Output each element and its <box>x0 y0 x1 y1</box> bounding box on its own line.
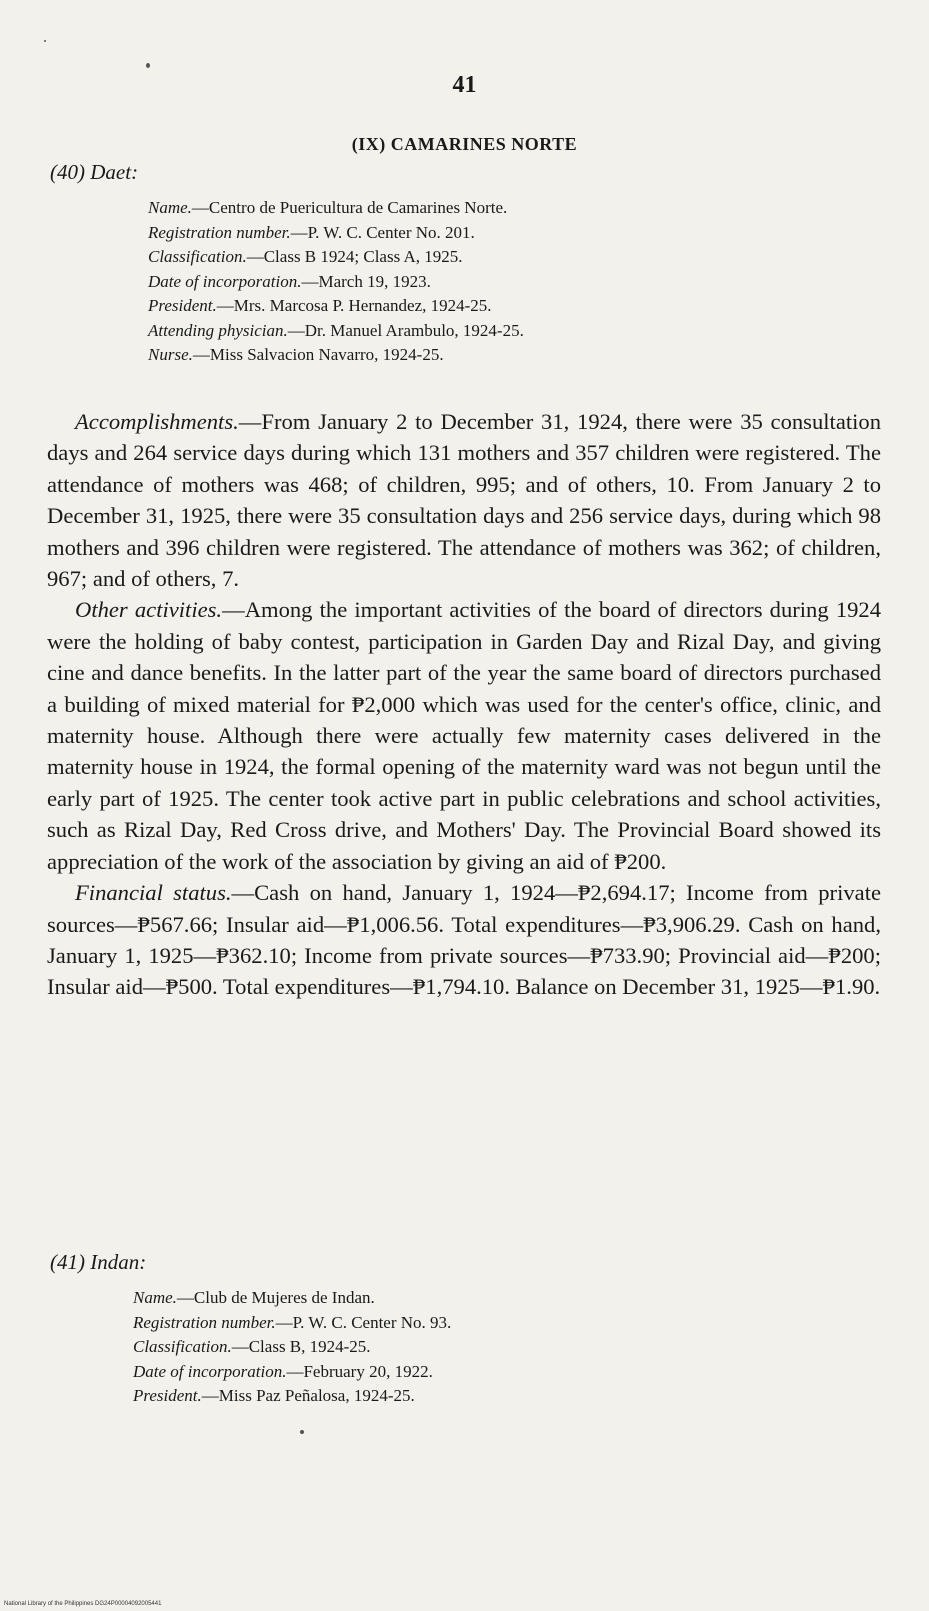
paragraph-label: Other activities. <box>75 597 223 623</box>
detail-line <box>148 343 524 368</box>
detail-label: Classification. <box>133 1337 232 1356</box>
entry-place: Daet: <box>90 160 139 184</box>
detail-label: President. <box>148 296 217 315</box>
detail-value: —Centro de Puericultura de Camarines Norte. <box>191 198 508 217</box>
detail-label: Classification. <box>148 247 247 266</box>
detail-value: —P. W. C. Center No. 93. <box>275 1312 452 1332</box>
paragraph-label: Financial status. <box>75 880 232 906</box>
detail-line <box>148 221 524 246</box>
detail-line <box>133 1286 451 1311</box>
detail-label: Registration number. <box>133 1312 276 1332</box>
detail-value: —Dr. Manuel Arambulo, 1924-25. <box>287 320 524 340</box>
detail-value: —Mrs. Marcosa P. Hernandez, 1924-25. <box>216 296 492 315</box>
section-heading: (IX) CAMARINES NORTE <box>351 134 578 154</box>
detail-label: Name. <box>148 198 192 217</box>
scan-speck <box>146 63 150 68</box>
scan-speck <box>300 1430 304 1434</box>
detail-value: —March 19, 1923. <box>301 271 431 291</box>
detail-label: Registration number. <box>148 222 291 242</box>
detail-line <box>148 294 524 319</box>
body-text-daet <box>47 406 881 1003</box>
paragraph-label: Accomplishments. <box>75 409 239 434</box>
detail-value: —Class B 1924; Class A, 1925. <box>246 247 463 266</box>
detail-value: —P. W. C. Center No. 201. <box>290 222 475 242</box>
paragraph-text: —From January 2 to December 31, 1924, there were 35 consultation days and 264 service days during which 131 mothers and 357 children were registered. The attendance of mothers was 468; of children, 995; and of others, 10. From January 2 to December 31, 1925, there were 35 consultation days and 256 service days, during which 98 mothers and 396 children were registered. The attendance of mothers was 362; of children, 967; and of others, 7. <box>47 409 881 592</box>
entry-heading-daet <box>50 160 138 185</box>
entry-number: (41) <box>50 1250 85 1274</box>
detail-list-indan <box>133 1286 451 1409</box>
paragraph-text: —Cash on hand, January 1, 1924—₱2,694.17; Income from private sources—₱567.66; Insular aid—₱1,006.56. Total expenditures—₱3,906.29. Cash on hand, January 1, 1925—₱362.10; Income from private sources—₱733.90; Provincial aid—₱200; Insular aid—₱500. Total expenditures—₱1,794.10. Balance on December 31, 1925—₱1.90. <box>47 880 881 1000</box>
paragraph-other-activities <box>47 594 881 877</box>
detail-value: —Club de Mujeres de Indan. <box>176 1288 375 1307</box>
detail-value: —Miss Salvacion Navarro, 1924-25. <box>192 345 444 364</box>
detail-label: Date of incorporation. <box>148 271 302 291</box>
paragraph-text: —Among the important activities of the board of directors during 1924 were the holding of baby contest, participation in Garden Day and Rizal Day, and giving cine and dance benefits. In the latter part of the year the same board of directors purchased a building of mixed material for ₱2,000 which was used for the center's office, clinic, and maternity house. Although there were actually few maternity cases delivered in the maternity house in 1924, the formal opening of the maternity ward was not begun until the early part of 1925. The center took active part in public celebrations and school activities, such as Rizal Day, Red Cross drive, and Mothers' Day. The Provincial Board showed its appreciation of the work of the association by giving an aid of ₱200. <box>47 597 882 874</box>
detail-value: —Miss Paz Peñalosa, 1924-25. <box>201 1386 415 1405</box>
detail-label: Date of incorporation. <box>133 1361 287 1381</box>
detail-line <box>148 319 524 344</box>
detail-label: Nurse. <box>148 345 193 364</box>
entry-place: Indan: <box>90 1250 147 1274</box>
detail-value: —February 20, 1922. <box>286 1361 433 1381</box>
detail-line <box>148 245 524 270</box>
detail-line <box>133 1360 451 1385</box>
paragraph-financial-status <box>47 877 881 1003</box>
detail-line <box>133 1311 451 1336</box>
detail-label: President. <box>133 1386 202 1405</box>
detail-label: Attending physician. <box>148 320 288 340</box>
page-number: 41 <box>452 72 477 98</box>
entry-number: (40) <box>50 160 85 184</box>
entry-heading-indan <box>50 1250 146 1275</box>
detail-line <box>133 1384 451 1409</box>
detail-list-daet <box>148 196 524 368</box>
detail-line <box>148 270 524 295</box>
detail-value: —Class B, 1924-25. <box>231 1337 371 1356</box>
paragraph-accomplishments <box>47 406 881 594</box>
detail-line <box>148 196 524 221</box>
detail-line <box>133 1335 451 1360</box>
scan-speck <box>44 40 46 42</box>
detail-label: Name. <box>133 1288 177 1307</box>
footer-credit: National Library of the Philippines DG24P00004092005441 <box>4 1601 162 1607</box>
